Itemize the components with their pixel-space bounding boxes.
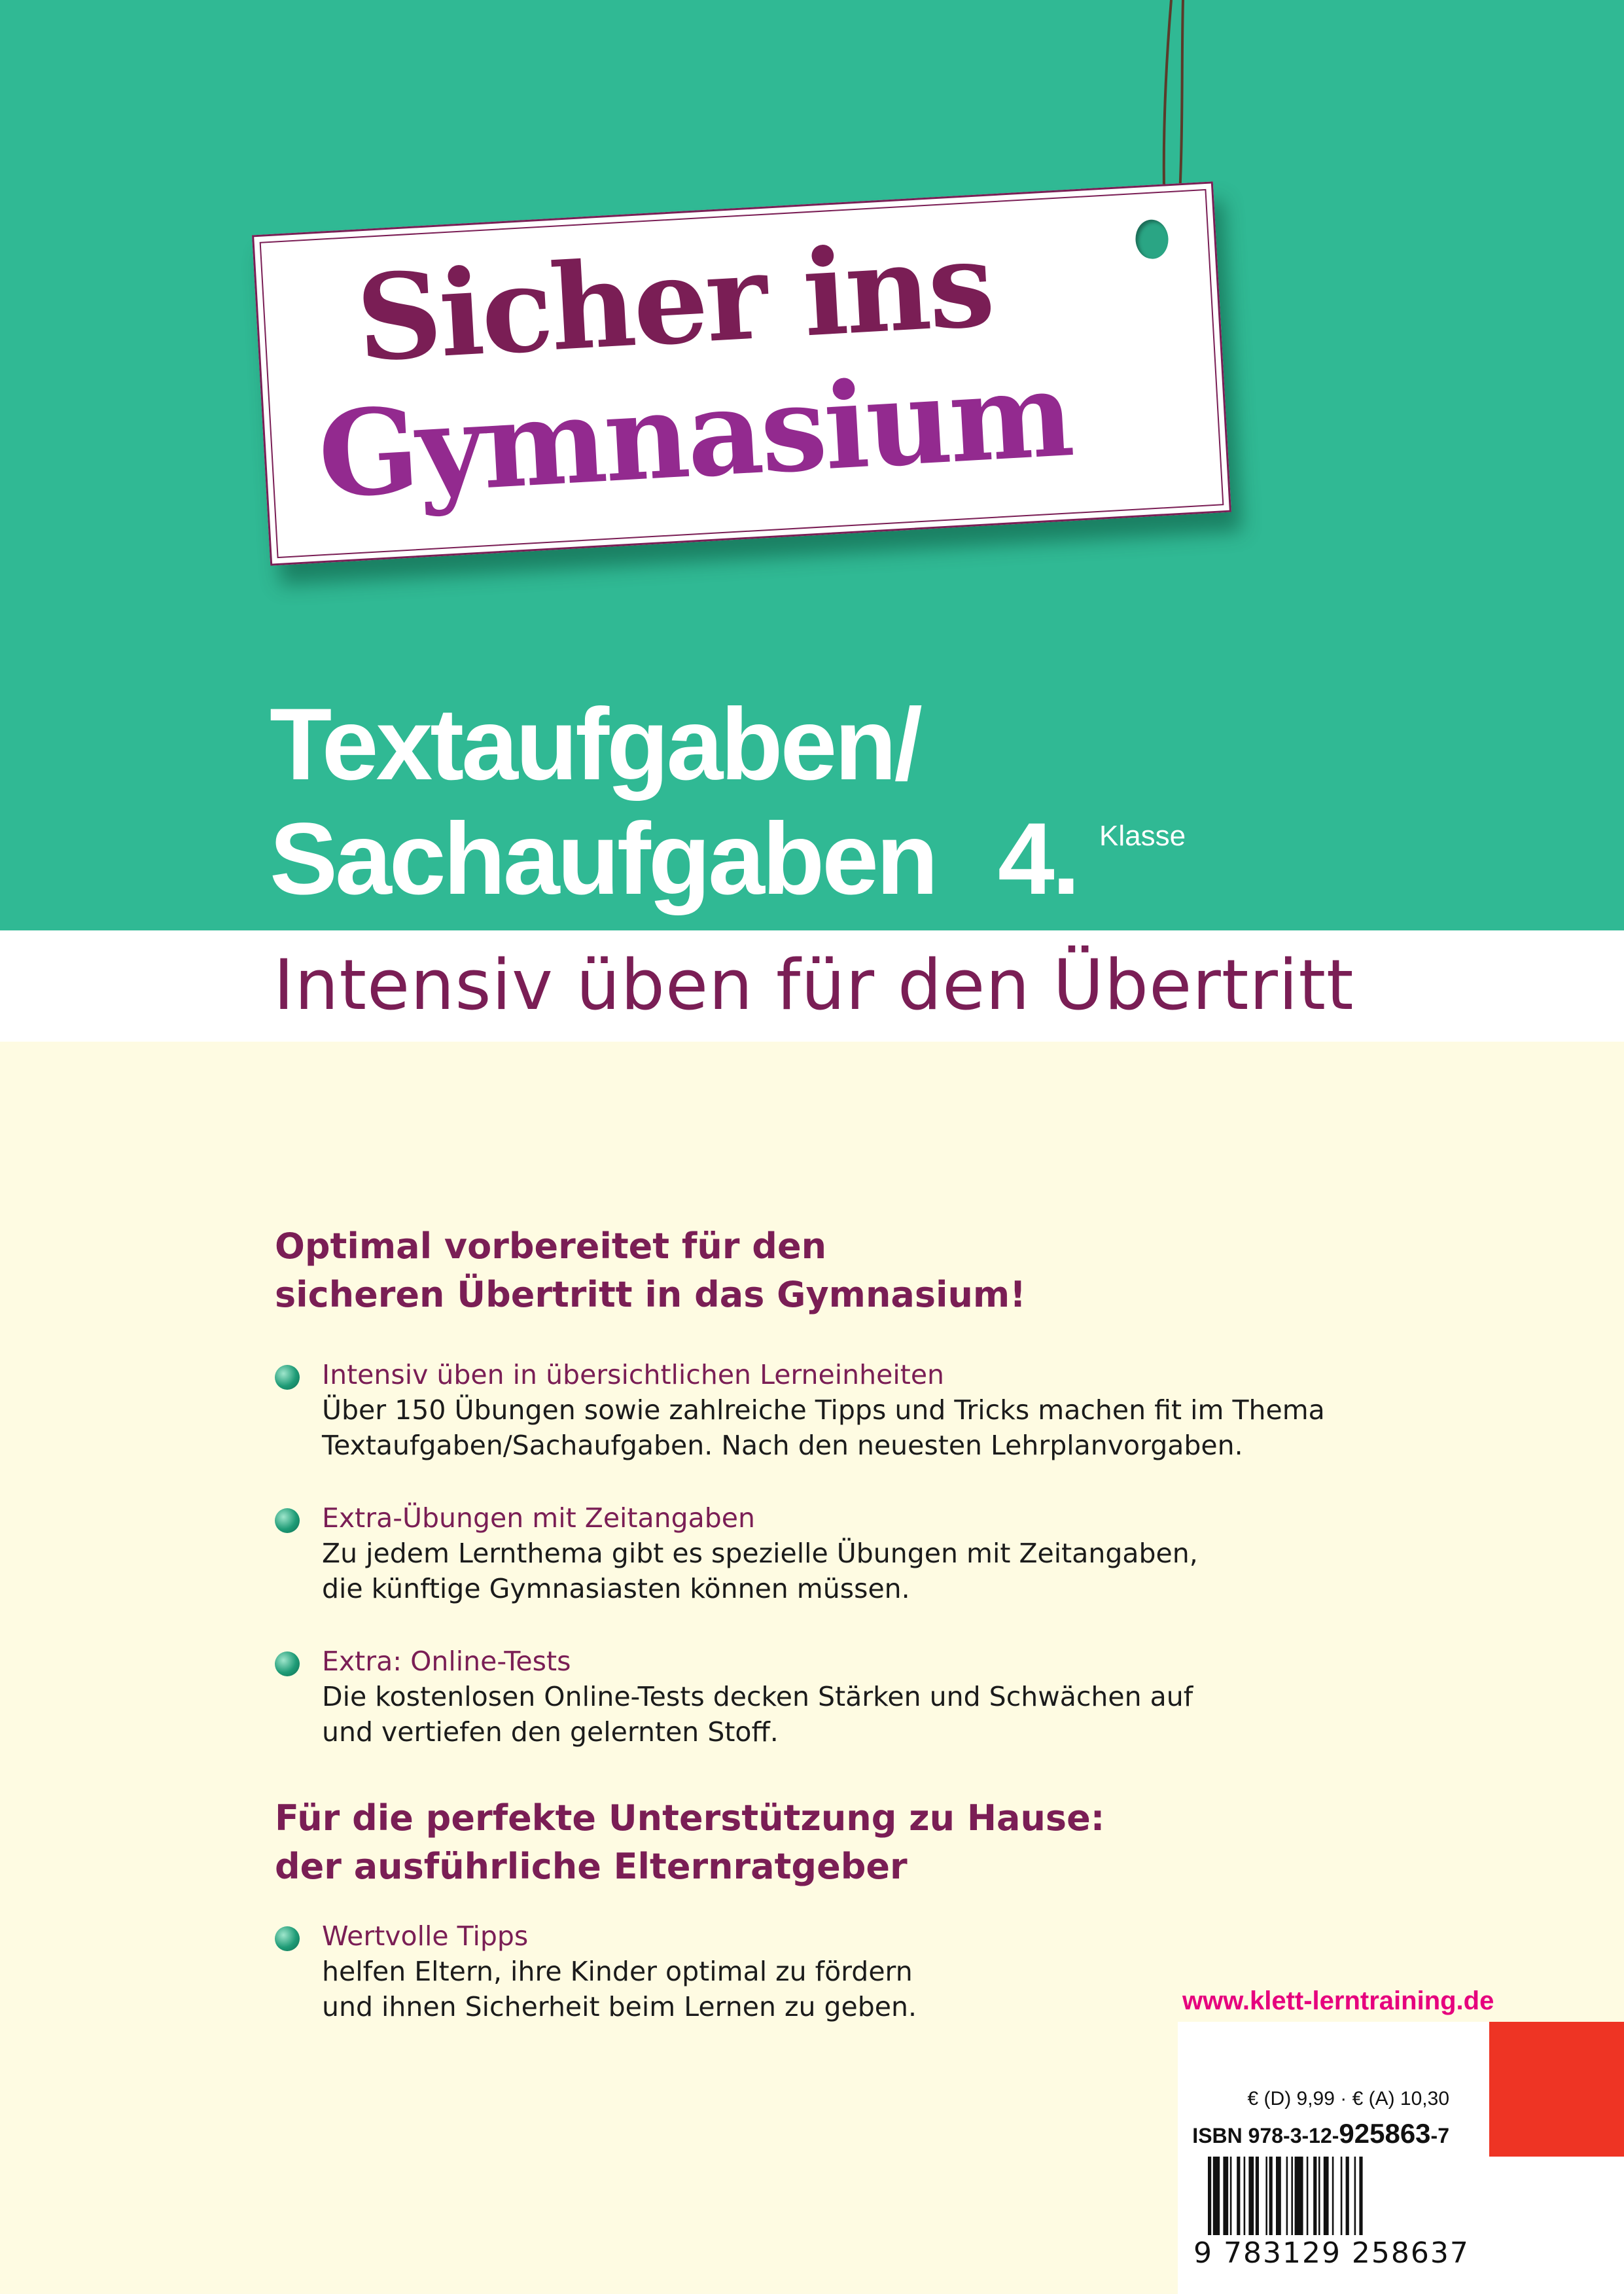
isbn-bold: 925863 (1339, 2118, 1431, 2149)
barcode-bar (1318, 2157, 1320, 2235)
barcode-bar (1265, 2157, 1267, 2235)
price-label: € (D) 9,99 · € (A) 10,30 (1247, 2088, 1449, 2109)
feature-text: helfen Eltern, ihre Kinder optimal zu fördern (322, 1956, 913, 1987)
subtitle: Intensiv üben für den Übertritt (274, 945, 1354, 1025)
isbn-label (1178, 2117, 1449, 2150)
barcode-bar (1341, 2157, 1343, 2235)
publisher-url[interactable]: www.klett-lerntraining.de (1182, 1986, 1494, 2015)
barcode-bar (1223, 2157, 1228, 2235)
feature-item (275, 1918, 917, 2024)
barcode-bar (1359, 2157, 1362, 2235)
bullet-dot-icon (275, 1651, 300, 1676)
feature-title: Extra-Übungen mit Zeitangaben (322, 1502, 756, 1534)
barcode-bar (1307, 2157, 1309, 2235)
book-title-line1: Textaufgaben/ (270, 688, 920, 802)
barcode-bar (1230, 2157, 1232, 2235)
feature-item (275, 1500, 1198, 1606)
barcode-bar (1324, 2157, 1329, 2235)
section-heading-1 (275, 1222, 1026, 1319)
isbn-prefix: ISBN 978-3-12- (1192, 2124, 1339, 2147)
barcode-bar (1354, 2157, 1356, 2235)
feature-title: Extra: Online-Tests (322, 1646, 571, 1677)
grade-number: 4. (998, 802, 1078, 916)
book-title-line2: Sachaufgaben (270, 802, 936, 916)
feature-text: und vertiefen den gelernten Stoff. (322, 1716, 779, 1748)
bullet-dot-icon (275, 1508, 300, 1533)
feature-item (275, 1357, 1325, 1463)
heading-line: Optimal vorbereitet für den (275, 1226, 827, 1267)
red-brand-block (1489, 2022, 1624, 2157)
feature-title: Intensiv üben in übersichtlichen Lerneinheiten (322, 1359, 945, 1390)
barcode-bar (1256, 2157, 1259, 2235)
grade-label: Klasse (1099, 820, 1186, 852)
feature-text: Über 150 Übungen sowie zahlreiche Tipps und Tricks machen fit im Thema (322, 1394, 1325, 1426)
barcode (1208, 2157, 1385, 2235)
feature-text: Die kostenlosen Online-Tests decken Stärken und Schwächen auf (322, 1681, 1193, 1712)
barcode-bar (1213, 2157, 1220, 2235)
barcode-bar (1332, 2157, 1334, 2235)
barcode-bar (1286, 2157, 1288, 2235)
series-title-line2: Gymnasium (315, 345, 1075, 525)
section-heading-2 (275, 1794, 1104, 1891)
barcode-bar (1276, 2157, 1281, 2235)
heading-line: sicheren Übertritt in das Gymnasium! (275, 1274, 1026, 1315)
barcode-bar (1291, 2157, 1293, 2235)
barcode-bar (1295, 2157, 1303, 2235)
barcode-bar (1313, 2157, 1316, 2235)
barcode-digits: 9 783129 258637 (1193, 2236, 1470, 2270)
heading-line: Für die perfekte Unterstützung zu Hause: (275, 1797, 1105, 1839)
feature-text: Zu jedem Lernthema gibt es spezielle Übungen mit Zeitangaben, (322, 1538, 1198, 1569)
series-title-line1: Sicher ins (353, 215, 996, 389)
bullet-dot-icon (275, 1926, 300, 1951)
barcode-bar (1237, 2157, 1240, 2235)
feature-text: Textaufgaben/Sachaufgaben. Nach den neuesten Lehrplanvorgaben. (322, 1430, 1243, 1461)
feature-text: und ihnen Sicherheit beim Lernen zu geben. (322, 1991, 917, 2022)
isbn-suffix: -7 (1430, 2124, 1449, 2147)
barcode-bar (1244, 2157, 1246, 2235)
feature-title: Wertvolle Tipps (322, 1920, 529, 1952)
bullet-dot-icon (275, 1365, 300, 1390)
barcode-bar (1269, 2157, 1273, 2235)
barcode-bar (1208, 2157, 1211, 2235)
series-tag (252, 181, 1231, 565)
barcode-bar (1346, 2157, 1349, 2235)
barcode-bar (1248, 2157, 1254, 2235)
heading-line: der ausführliche Elternratgeber (275, 1846, 908, 1887)
feature-item (275, 1644, 1193, 1750)
feature-text: die künftige Gymnasiasten können müssen. (322, 1573, 910, 1604)
